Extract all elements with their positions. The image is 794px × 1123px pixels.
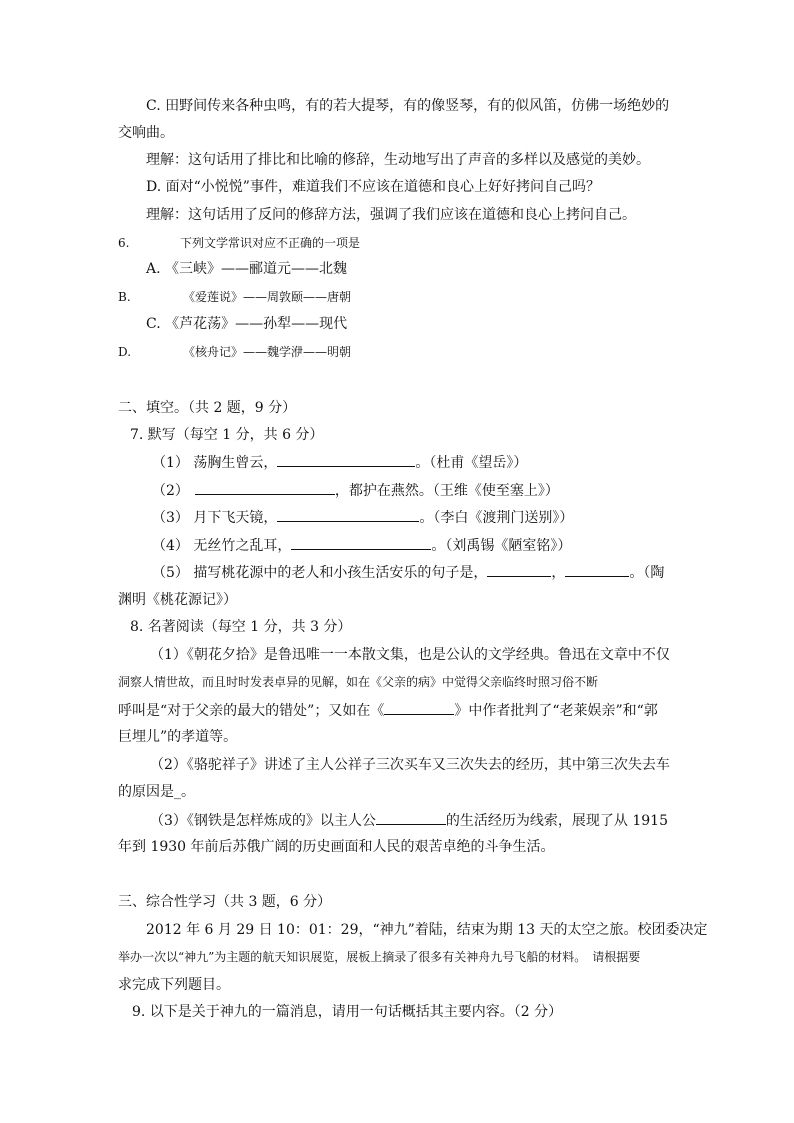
answer-blank[interactable] <box>565 562 629 577</box>
q7-item5-prefix: （5） 描写桃花源中的老人和小孩生活安乐的句子是， <box>152 565 488 581</box>
answer-blank[interactable] <box>277 452 415 467</box>
q6-option-b-text: 《爱莲说》——周敦颐——唐朝 <box>183 290 352 304</box>
answer-blank[interactable] <box>277 507 419 522</box>
q9-stem: 9. 以下是关于神九的一篇消息，请用一句话概括其主要内容。（2 分） <box>132 1004 563 1020</box>
q8-p1-line3 <box>118 700 658 721</box>
option-c-line2: 交响曲。 <box>118 125 174 141</box>
q7-item3 <box>152 507 573 528</box>
answer-blank[interactable] <box>384 700 454 715</box>
q8-p3-line1-suffix: 的生活经历为线索，展现了从 1915 <box>445 813 668 829</box>
section3-intro-line1: 2012 年 6 月 29 日 10：01：29，“神九”着陆，结束为期 13 天的太空之旅。校团委决定 <box>146 922 708 938</box>
section3-heading: 三、综合性学习（共 3 题，6 分） <box>118 894 332 910</box>
q8-p1-line3-prefix: 呼叫是“对于父亲的最大的错处”；又如在《 <box>118 703 385 719</box>
option-c-note: 理解：这句话用了排比和比喻的修辞，生动地写出了声音的多样以及感觉的美妙。 <box>146 152 650 168</box>
q7-item3-suffix: 。（李白《渡荆门送别》） <box>419 510 574 526</box>
q7-item2-prefix: （2） <box>152 483 189 499</box>
q7-item4-suffix: 。（刘禹锡《陋室铭》） <box>431 538 572 554</box>
q8-p2-line1: （2）《骆驼祥子》讲述了主人公祥子三次买车又三次失去的经历，其中第三次失去车 <box>150 757 670 773</box>
q8-p3-line1-prefix: （3）《钢铁是怎样炼成的》以主人公 <box>150 813 376 829</box>
option-c-line1: C. 田野间传来各种虫鸣，有的若大提琴，有的像竖琴，有的似风笛，仿佛一场绝妙的 <box>146 98 670 114</box>
answer-blank[interactable] <box>291 535 431 550</box>
q8-p3-line2: 年到 1930 年前后苏俄广阔的历史画面和人民的艰苦卓绝的斗争生活。 <box>118 839 555 855</box>
q8-p1-line1: （1）《朝花夕拾》是鲁迅唯一一本散文集，也是公认的文学经典。鲁迅在文章中不仅 <box>150 647 670 663</box>
section3-intro-line2: 举办一次以“神九”为主题的航天知识展览，展板上摘录了很多有关神舟九号飞船的材料。 请根据要 <box>118 950 641 964</box>
section2-heading: 二、填空。（共 2 题，9 分） <box>118 400 297 416</box>
option-d-line: D. 面对“小悦悦”事件，难道我们不应该在道德和良心上好好拷问自己吗？ <box>146 179 600 195</box>
q7-item2 <box>152 480 559 501</box>
q6-option-a: A. 《三峡》——郦道元——北魏 <box>146 261 348 277</box>
answer-blank[interactable] <box>195 480 335 495</box>
q6-option-b-label: B. <box>118 290 131 304</box>
q7-item1 <box>152 452 527 473</box>
q6-option-c: C. 《芦花荡》——孙犁——现代 <box>146 316 348 332</box>
q7-item1-suffix: 。（杜甫《望岳》） <box>415 455 528 471</box>
q6-stem: 下列文学常识对应不正确的一项是 <box>180 236 361 250</box>
q8-title: 8. 名著阅读（每空 1 分，共 3 分） <box>130 619 352 635</box>
q8-p1-line2: 洞察人情世故，而且时时发表卓异的见解，如在《父亲的病》中觉得父亲临终时照习俗不断 <box>118 675 599 689</box>
option-d-note: 理解：这句话用了反问的修辞方法，强调了我们应该在道德和良心上拷问自己。 <box>146 207 636 223</box>
section3-intro-line3: 求完成下列题目。 <box>118 977 230 993</box>
q7-item4 <box>152 535 571 556</box>
q8-p1-line4: 巨埋儿”的孝道等。 <box>118 729 238 745</box>
answer-blank[interactable] <box>376 810 446 825</box>
q7-item1-prefix: （1） 荡胸生曾云， <box>152 455 278 471</box>
q7-item3-prefix: （3） 月下飞天镜， <box>152 510 278 526</box>
q7-item5-sep: ， <box>551 565 566 581</box>
q7-item5-suffix: 。（陶 <box>629 565 665 581</box>
q7-item5-line2: 渊明《桃花源记》） <box>118 592 237 608</box>
q7-item5 <box>152 562 664 583</box>
q8-p1-line3-suffix: 》中作者批判了“老莱娱亲”和“郭 <box>454 703 658 719</box>
q7-item4-prefix: （4） 无丝竹之乱耳， <box>152 538 292 554</box>
q8-p2-line2: 的原因是_。 <box>118 784 195 800</box>
answer-blank[interactable] <box>487 562 551 577</box>
q6-option-d-text: 《核舟记》——魏学洢——明朝 <box>183 345 352 359</box>
q7-title: 7. 默写（每空 1 分，共 6 分） <box>130 427 324 443</box>
q6-number: 6. <box>118 236 130 250</box>
q7-item2-suffix: ，都护在燕然。（王维《使至塞上》） <box>334 483 559 499</box>
q6-option-d-label: D. <box>118 345 132 359</box>
q8-p3-line1 <box>150 810 668 831</box>
